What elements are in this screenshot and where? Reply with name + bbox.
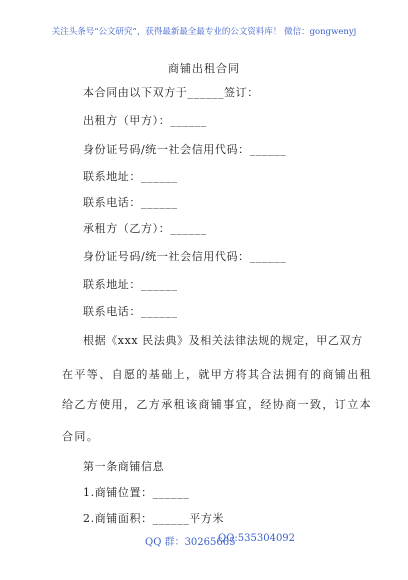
preamble-line-2: 在平等、自愿的基础上，就甲方将其合法拥有的商铺出租	[62, 368, 372, 381]
lessor-line: 出租方（甲方）：______	[83, 114, 207, 127]
lessee-id-line: 身份证号码/统一社会信用代码：______	[83, 250, 287, 263]
lessee-phone-line: 联系电话：______	[83, 305, 178, 318]
shop-area-line: 2.商铺面积：______平方米	[83, 512, 225, 525]
signing-line: 本合同由以下双方于______签订：	[83, 86, 259, 99]
qq-number-text: QQ:535304092	[218, 533, 296, 544]
lessor-address-line: 联系地址：______	[83, 170, 178, 183]
qq-group-text: QQ 群：30265665	[145, 537, 236, 548]
preamble-line-3: 给乙方使用，乙方承租该商铺事宜，经协商一致，订立本	[62, 398, 372, 411]
document-title: 商铺出租合同	[168, 62, 240, 75]
lessor-phone-line: 联系电话：______	[83, 196, 178, 209]
lessee-address-line: 联系地址：______	[83, 278, 178, 291]
shop-location-line: 1.商铺位置：______	[83, 486, 190, 499]
lessee-line: 承租方（乙方）：______	[83, 222, 207, 235]
section-heading: 第一条商铺信息	[83, 460, 165, 473]
promo-header: 关注头条号“公文研究”，获得最新最全最专业的公文资料库！ 微信：gongwenyj	[51, 27, 357, 37]
lessor-id-line: 身份证号码/统一社会信用代码：______	[83, 143, 287, 156]
preamble-line-4: 合同。	[62, 430, 100, 443]
preamble-line-1: 根据《xxx 民法典》及相关法律法规的规定，甲乙双方	[83, 334, 363, 347]
